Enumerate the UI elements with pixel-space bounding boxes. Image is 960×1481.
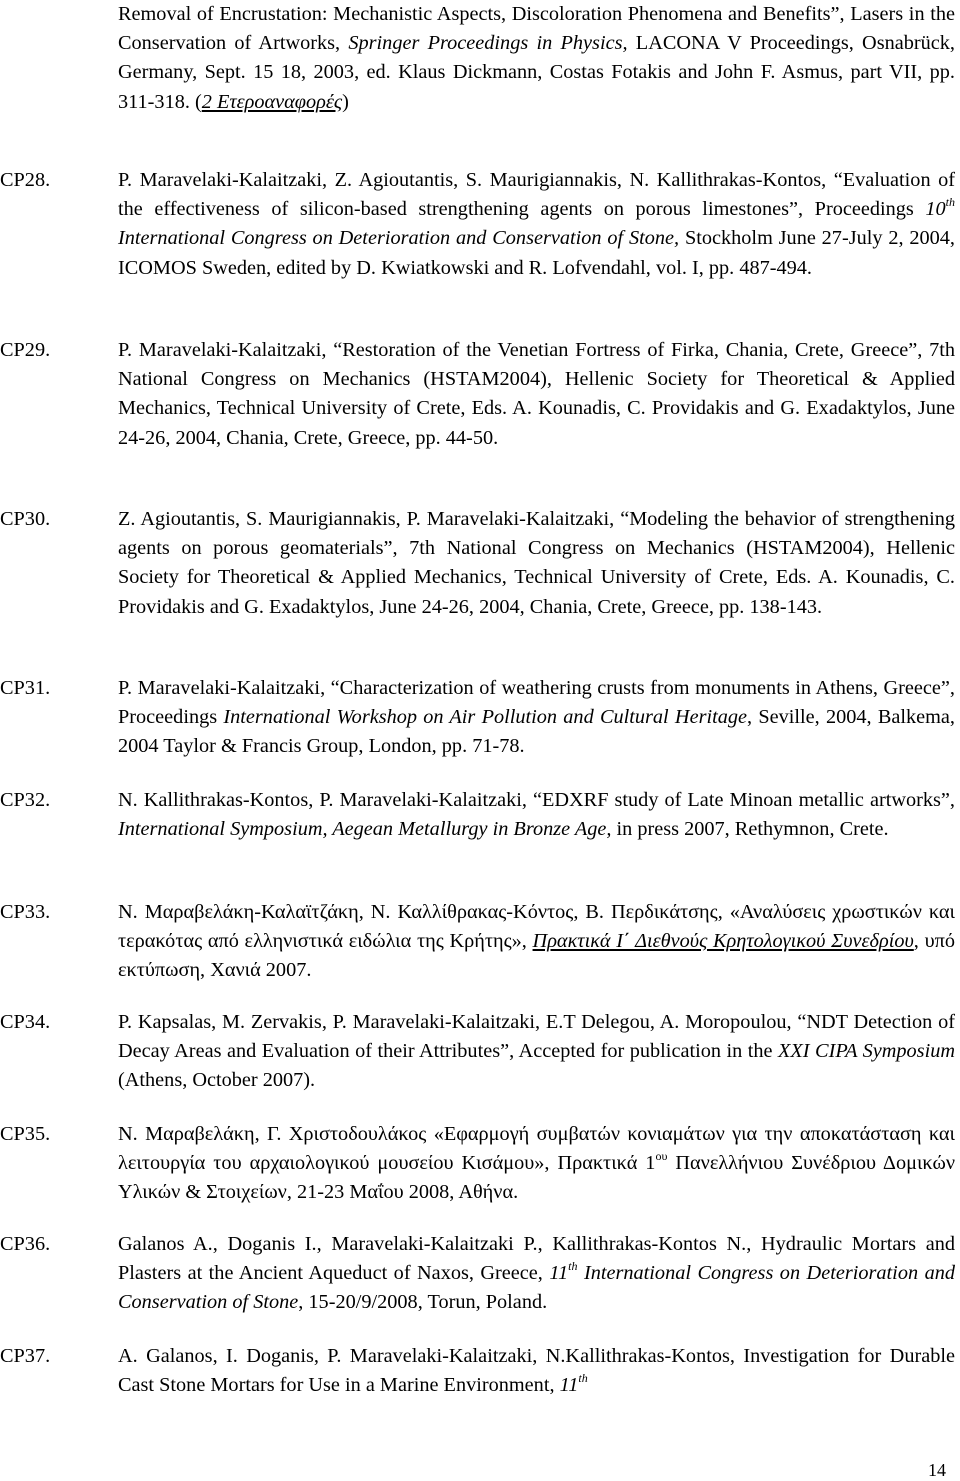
text-segment: Galanos A., Doganis I., Maravelaki-Kalaitzaki P., Kallithrakas-Kontos N., Hydraulic Mortars and Plasters at the Ancient Aqueduct of Naxos, Greece, [118, 1233, 955, 1285]
reference-code: CP36. [0, 1233, 51, 1255]
reference-text [118, 1230, 955, 1318]
text-segment-italic: 11 [549, 1262, 569, 1285]
reference-text [118, 505, 955, 622]
text-segment: in press 2007, Rethymnon, Crete. [611, 818, 889, 841]
text-segment: N. Kallithrakas-Kontos, P. Maravelaki-Kalaitzaki, “EDXRF study of Late Minoan metallic artworks”, [118, 789, 955, 811]
text-segment: P. Kapsalas, M. Zervakis, P. Maravelaki-Kalaitzaki, E.T Delegou, A. Moropoulou, “NDT Detection of Decay Areas and Evaluation of their Attributes”, Accepted for publication in the [118, 1011, 955, 1063]
text-segment: Ν. Μαραβελάκη-Καλαϊτζάκη, Ν. Καλλίθρακας-Κόντος, Β. Περδικάτσης, «Αναλύσεις χρωστικών και τερακότας από ελληνιστικά ειδώλια της Κρήτης», [118, 901, 955, 953]
citations-link: 2 Ετεροαναφορές [201, 90, 343, 113]
superscript: ου [655, 1149, 668, 1164]
superscript: th [578, 1371, 588, 1386]
reference-code: CP31. [0, 677, 51, 699]
text-segment-italic: International Workshop on Air Pollution and Cultural Heritage [223, 706, 748, 729]
text-segment: , Seville, 2004, Balkema, 2004 Taylor & Francis Group, London, pp. 71-78. [118, 706, 955, 758]
text-segment: Z. Agioutantis, S. Maurigiannakis, P. Maravelaki-Kalaitzaki, “Modeling the behavior of strengthening agents on porous geomaterials”, 7th National Congress on Mechanics (HSTAM2004), Hellenic Society for Theoretical & Applied Mechanics, Technical University of Crete, Eds. A. Kounadis, C. Providakis and G. Exadaktylos, June 24-26, 2004, Chania, Crete, Greece, pp. 138-143. [118, 508, 955, 618]
reference-code: CP30. [0, 508, 51, 530]
reference-code: CP35. [0, 1123, 51, 1145]
text-segment: , υπό εκτύπωση, Χανιά 2007. [118, 930, 955, 982]
text-segment: Πανελλήνιου Συνέδριου Δομικών Υλικών & Στοιχείων, 21-23 Μαΐου 2008, Αθήνα. [118, 1152, 955, 1204]
text-segment: (Athens, October 2007). [118, 1069, 316, 1092]
reference-text [118, 1008, 955, 1096]
superscript: th [945, 195, 955, 210]
reference-text [118, 336, 955, 453]
text-segment-italic: International Congress on Deterioration and Conservation of Stone [118, 1262, 955, 1314]
superscript: th [568, 1259, 578, 1274]
text-segment: ) [342, 90, 349, 113]
reference-code: CP28. [0, 169, 51, 191]
reference-code: CP33. [0, 901, 51, 923]
text-segment-italic: International Congress on Deterioration and Conservation of Stone, [118, 227, 680, 250]
reference-code: CP29. [0, 339, 51, 361]
reference-text [118, 1120, 955, 1208]
text-segment-italic: 10 [925, 198, 946, 221]
reference-code: CP32. [0, 789, 51, 811]
text-segment: P. Maravelaki-Kalaitzaki, “Characterization of weathering crusts from monuments in Athens, Greece”, Proceedings [118, 677, 955, 729]
text-segment: P. Maravelaki-Kalaitzaki, “Restoration of the Venetian Fortress of Firka, Chania, Crete, Greece”, 7th National Congress on Mechanics (HSTAM2004), Hellenic Society for Theoretical & Applied Mechanics, Technical University of Crete, Eds. A. Kounadis, C. Providakis and G. Exadaktylos, June 24-26, 2004, Chania, Crete, Greece, pp. 44-50. [118, 339, 955, 449]
text-segment: LACONA V Proceedings, Osnabrück, Germany, Sept. 15 18, 2003, ed. Klaus Dickmann, Costas Fotakis and John F. Asmus, part VII, pp. 311-318. ( [118, 32, 955, 113]
text-segment: Ν. Μαραβελάκη, Γ. Χριστοδουλάκος «Εφαρμογή συμβατών κονιαμάτων για την αποκατάσταση και λειτουργία του αρχαιολογικού μουσείου Κισάμου», Πρακτικά 1 [118, 1123, 955, 1175]
text-segment-italic: 11 [559, 1374, 579, 1397]
reference-text [118, 1342, 955, 1400]
text-segment-italic: XXI CIPA Symposium [778, 1040, 955, 1063]
text-segment-italic: International Symposium, Aegean Metallurgy in Bronze Age, [118, 818, 612, 841]
text-segment-italic: Πρακτικά Ι΄ Διεθνούς Κρητολογικού Συνεδρίου [532, 930, 914, 953]
reference-text [118, 0, 955, 117]
reference-text [118, 674, 955, 762]
reference-code: CP37. [0, 1345, 51, 1367]
reference-text [118, 166, 955, 283]
text-segment: , 15-20/9/2008, Torun, Poland. [298, 1291, 548, 1314]
text-segment: Removal of Encrustation: Mechanistic Aspects, Discoloration Phenomena and Benefits”, Lasers in the Conservation of Artworks, [118, 3, 955, 55]
text-segment: Stockholm June 27-July 2, 2004, ICOMOS Sweden, edited by D. Kwiatkowski and R. Lofvendahl, vol. I, pp. 487-494. [118, 227, 955, 279]
page-number: 14 [928, 1460, 946, 1480]
reference-code: CP34. [0, 1011, 51, 1033]
reference-text [118, 786, 955, 844]
text-segment: P. Maravelaki-Kalaitzaki, Z. Agioutantis, S. Maurigiannakis, N. Kallithrakas-Kontos, “Evaluation of the effectiveness of silicon-based strengthening agents on porous limestones”, Proceedings [118, 169, 955, 221]
text-segment-italic: Springer Proceedings in Physics, [348, 32, 628, 55]
reference-text [118, 898, 955, 986]
text-segment: A. Galanos, I. Doganis, P. Maravelaki-Kalaitzaki, N.Kallithrakas-Kontos, Investigation for Durable Cast Stone Mortars for Use in a Marine Environment, [118, 1345, 955, 1397]
